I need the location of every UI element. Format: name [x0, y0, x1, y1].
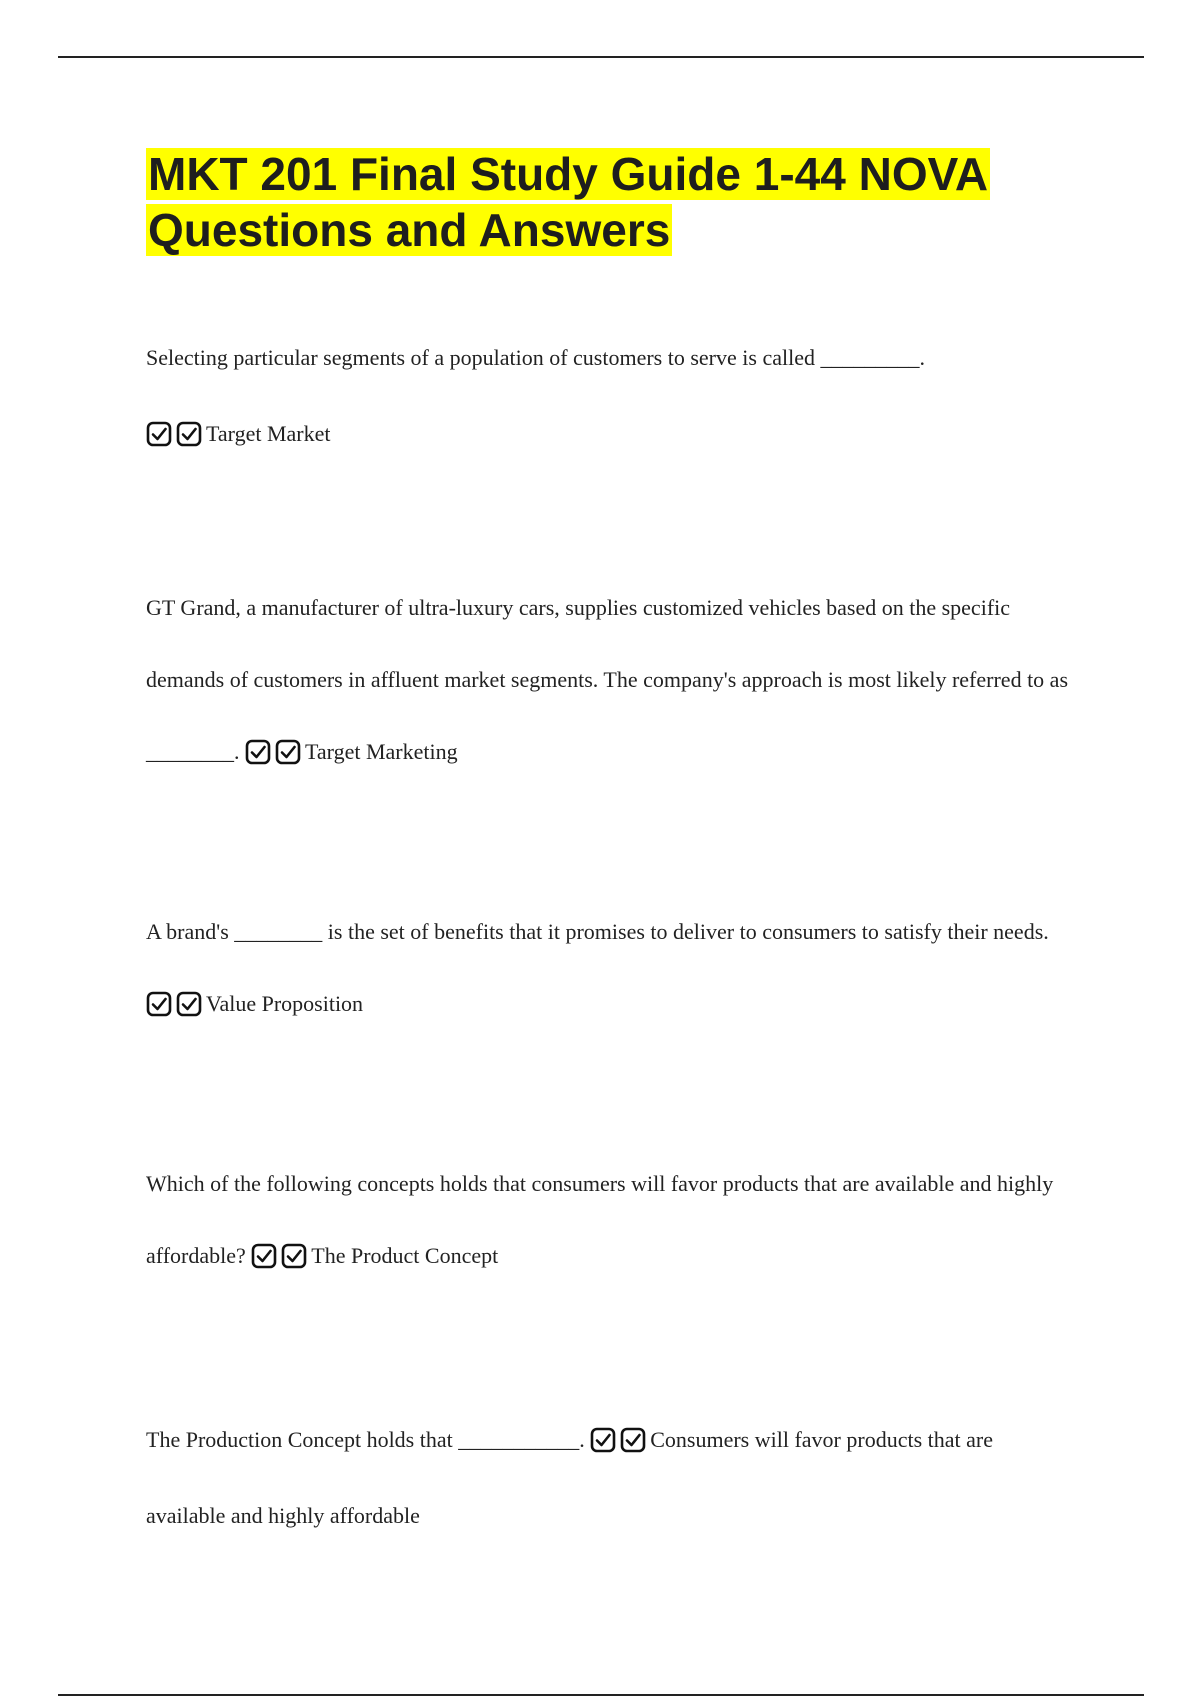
answer-text: Consumers will favor products that are available and highly affordable: [146, 1427, 993, 1528]
qa-item: [146, 1402, 1076, 1554]
document-title: [146, 146, 1046, 258]
checkbox-checked-icon: [251, 1243, 277, 1269]
checkbox-checked-icon: [176, 421, 202, 447]
title-highlight: MKT 201 Final Study Guide 1-44 NOVA Questions and Answers: [148, 148, 989, 256]
answer-text: Target Market: [206, 421, 331, 446]
footer-rule: [58, 1694, 1144, 1696]
checkbox-checked-icon: [176, 991, 202, 1017]
question-text: GT Grand, a manufacturer of ultra-luxury cars, supplies customized vehicles based on the specific demands of customers in affluent market segments. The company's approach is most likely referred to as ________.: [146, 595, 1069, 764]
qa-item: [146, 1148, 1076, 1292]
checkbox-checked-icon: [281, 1243, 307, 1269]
question-text: Selecting particular segments of a population of customers to serve is called _________.: [146, 345, 925, 370]
question-text: A brand's ________ is the set of benefits that it promises to deliver to consumers to satisfy their needs.: [146, 919, 1049, 944]
qa-item: [146, 320, 1076, 472]
question-text: Which of the following concepts holds that consumers will favor products that are available and highly affordable?: [146, 1171, 1054, 1268]
checkbox-checked-icon: [620, 1427, 646, 1453]
answer-line: [146, 396, 1076, 472]
header-rule: [58, 56, 1144, 58]
question-text: The Production Concept holds that ___________.: [146, 1427, 585, 1452]
checkbox-checked-icon: [146, 421, 172, 447]
checkbox-checked-icon: [275, 739, 301, 765]
qa-item: [146, 896, 1076, 1040]
checkbox-checked-icon: [245, 739, 271, 765]
qa-item: [146, 572, 1076, 788]
answer-text: Value Proposition: [206, 991, 364, 1016]
checkbox-checked-icon: [146, 991, 172, 1017]
answer-text: The Product Concept: [311, 1243, 499, 1268]
checkbox-checked-icon: [590, 1427, 616, 1453]
answer-text: Target Marketing: [305, 739, 458, 764]
